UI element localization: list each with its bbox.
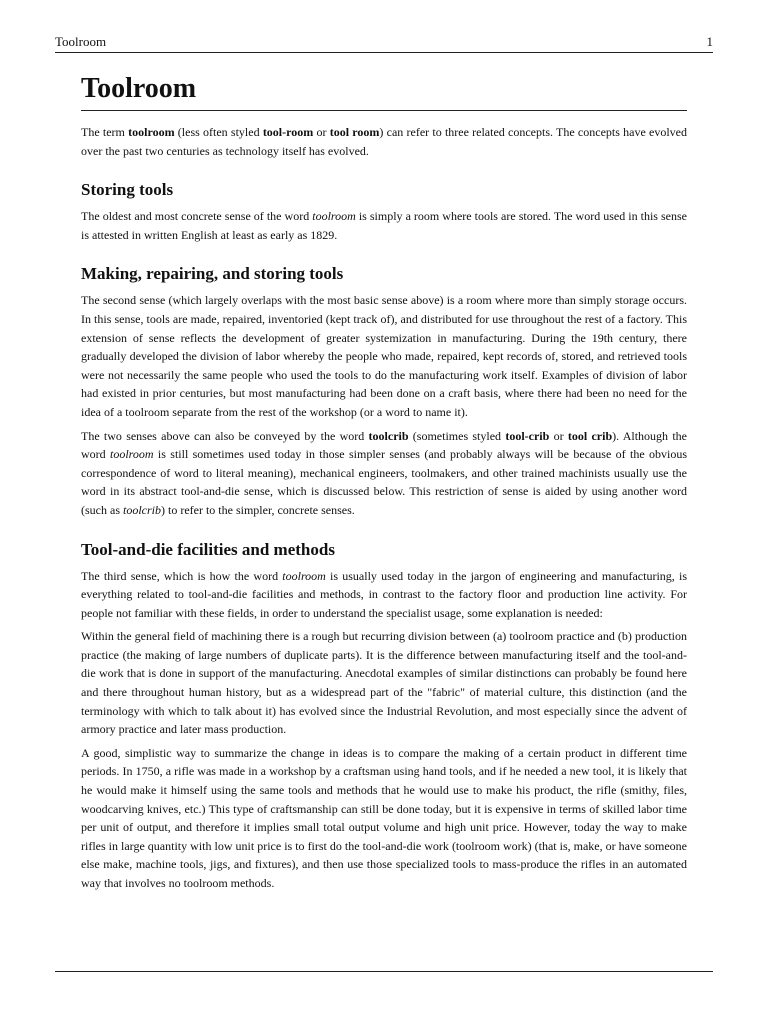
section-1-paragraph-1 (81, 207, 687, 244)
text-run: ) can refer to three related concepts. The concepts have evolved over the past two centuries as technology itself has evolved. (81, 125, 688, 158)
section-heading-tool-and-die: Tool-and-die facilities and methods (81, 539, 335, 559)
text-run: or (313, 125, 330, 139)
section-3-paragraph-3 (81, 744, 687, 893)
text-run: tool-crib (505, 428, 550, 443)
text-run: is simply a room where tools are stored. The word used in this sense is attested in written English at least as early as 1829. (81, 209, 687, 242)
text-run: toolroom (128, 125, 175, 139)
page-number: 1 (706, 34, 713, 49)
article-body (81, 72, 687, 893)
footer-rule (55, 971, 713, 972)
text-run: The second sense (which largely overlaps with the most basic sense above) is a room where more than simply storage occurs. In this sense, tools are made, repaired, inventoried (kept track of), and distributed for use throughout the rest of a factory. This extension of sense reflects the development of greater systemization in manufacturing. During the 19th century, there gradually developed the division of labor whereby the people who made, repaired, kept records of, stored, and retrieved tools were not necessarily the same people who used the tools to do the manufacturing work itself. Examples of division of labor had existed in prior centuries, but most manufacturing had been done on a craft basis, where there had been no need for the idea of a toolroom separate from the rest of the workshop (or a word to name it). (81, 293, 687, 419)
article-title: Toolroom (81, 72, 687, 111)
text-run: (less often styled (174, 125, 263, 139)
text-run: The term (81, 125, 129, 139)
text-run: ). Although the word (81, 428, 687, 462)
text-run: tool crib (567, 428, 613, 443)
running-header-title: Toolroom (55, 34, 107, 49)
intro-paragraph (81, 123, 687, 160)
text-run: toolroom (282, 568, 326, 583)
text-run: toolroom (312, 209, 356, 224)
text-run: tool-room (262, 125, 314, 139)
text-run: toolcrib (123, 502, 161, 517)
text-run: (sometimes styled (408, 428, 506, 443)
section-heading-storing-tools: Storing tools (81, 180, 174, 200)
text-run: A good, simplistic way to summarize the change in ideas is to compare the making of a certain product in different time periods. In 1750, a rifle was made in a workshop by a craftsman using hand tools, and if he needed a new tool, it is likely that he would make it himself using the same tools and methods that he would use to make his product, the rifle (smithy, files, woodcarving knives, etc.) This type of craftsmanship can still be done today, but it is expensive in terms of skilled labor time per unit of output, and therefore it implies small total output volume and high unit price. However, today the way to make rifles in large quantity with low unit price is to first do the tool-and-die work (toolroom work) (that is, make, or have someone else make, machine tools, jigs, and fixtures), and then use those specialized tools to mass-produce the rifles in an automated way that involves no toolroom methods. (81, 745, 687, 890)
section-3-paragraph-2 (81, 627, 687, 739)
running-header (55, 34, 713, 53)
text-run: tool room (329, 125, 380, 139)
text-run: is usually used today in the jargon of engineering and manufacturing, is everything related to tool-and-die facilities and methods, in contrast to the factory floor and production line activity. For people not familiar with these fields, in order to understand the specialist usage, some explanation is needed: (81, 568, 687, 620)
text-run: Within the general field of machining there is a rough but recurring division between (a) toolroom practice and (b) production practice (the making of large numbers of duplicate parts). It is the difference between manufacturing itself and the tool-and-die work that is done in support of the manufacturing. Anecdotal examples of similar distinctions can probably be found here and there throughout human history, but as a widespread part of the "fabric" of material culture, this distinction (and the terminology with which to talk about it) has evolved since the Industrial Revolution, and most especially since the advent of armory practice and later mass production. (81, 629, 687, 737)
text-run: is still sometimes used today in those simpler senses (and probably always will be because of the obvious correspondence of word to literal meaning), mechanical engineers, toolmakers, and other trained machinists usually use the word in its abstract tool-and-die sense, which is discussed below. This restriction of sense is aided by using another word (such as (81, 447, 687, 517)
text-run: toolcrib (368, 428, 409, 443)
text-run: ) to refer to the simpler, concrete senses. (161, 502, 355, 517)
section-2-paragraph-2 (81, 427, 687, 520)
text-run: The third sense, which is how the word (81, 568, 283, 583)
text-run: The oldest and most concrete sense of the word (81, 209, 313, 224)
text-run: or (549, 428, 568, 443)
section-heading-making-repairing: Making, repairing, and storing tools (81, 264, 344, 284)
text-run: toolroom (110, 447, 154, 462)
section-3-paragraph-1 (81, 567, 687, 623)
section-2-paragraph-1 (81, 291, 687, 421)
text-run: The two senses above can also be conveyed by the word (81, 428, 369, 443)
